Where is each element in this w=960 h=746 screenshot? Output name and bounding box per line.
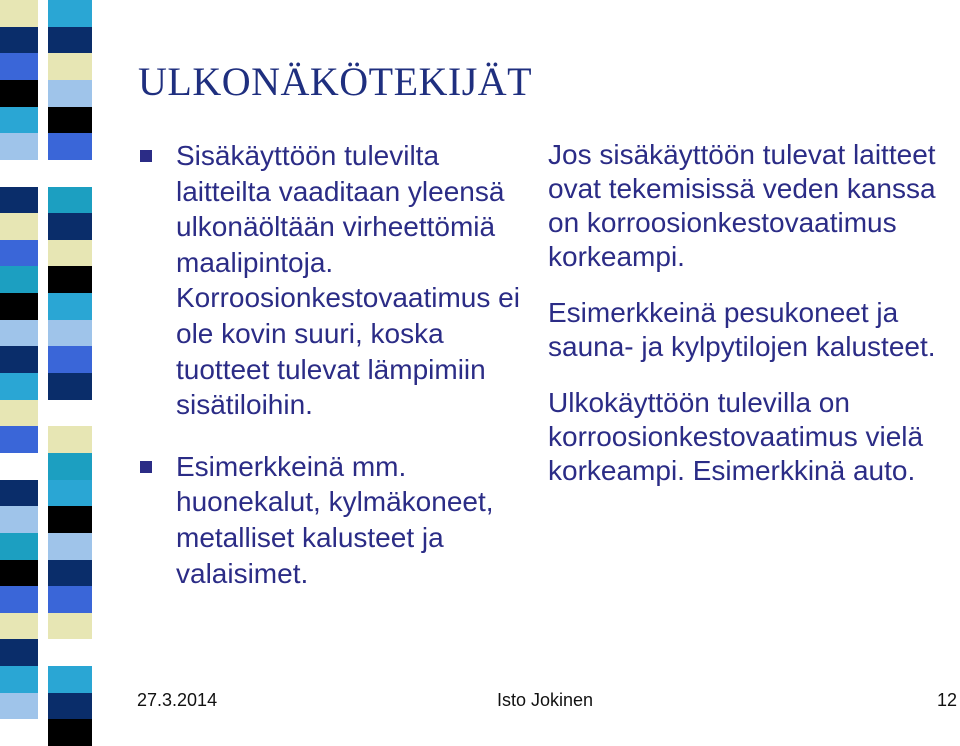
strip-tile [48,400,92,427]
strip-tile [48,293,92,320]
strip-column [38,0,48,746]
square-bullet-icon [140,150,152,162]
left-column [140,138,520,591]
strip-tile [92,560,104,587]
strip-tile [92,133,104,160]
strip-tile [38,533,48,560]
footer-date: 27.3.2014 [137,690,218,710]
strip-tile [0,400,38,427]
strip-tile [0,213,38,240]
strip-tile [48,266,92,293]
strip-tile [92,719,104,746]
strip-tile [0,187,38,214]
strip-tile [38,80,48,107]
strip-tile [92,453,104,480]
footer-author: Isto Jokinen [497,690,594,710]
strip-tile [92,346,104,373]
strip-tile [92,506,104,533]
strip-tile [48,213,92,240]
strip-tile [48,187,92,214]
strip-tile [0,53,38,80]
strip-tile [92,160,104,187]
strip-tile [92,27,104,54]
strip-tile [92,693,104,720]
bullet-item-1 [140,138,520,423]
paragraph-2: Esimerkkeinä pesukoneet ja sauna- ja kylpytilojen kalusteet. [548,297,936,362]
strip-tile [48,533,92,560]
strip-tile [92,293,104,320]
strip-tile [0,133,38,160]
strip-tile [92,480,104,507]
strip-tile [0,639,38,666]
strip-tile [92,400,104,427]
strip-tile [38,639,48,666]
strip-tile [48,560,92,587]
strip-tile [38,506,48,533]
strip-tile [38,0,48,27]
strip-tile [38,719,48,746]
strip-tile [48,373,92,400]
strip-tile [0,426,38,453]
strip-tile [48,613,92,640]
strip-tile [92,613,104,640]
strip-tile [48,320,92,347]
strip-tile [0,480,38,507]
strip-tile [92,266,104,293]
strip-tile [92,373,104,400]
strip-tile [38,213,48,240]
footer-page-number: 12 [937,690,958,710]
strip-column [92,0,104,746]
strip-tile [38,53,48,80]
strip-tile [92,426,104,453]
strip-tile [0,80,38,107]
strip-tile [0,293,38,320]
strip-tile [92,0,104,27]
strip-tile [0,0,38,27]
strip-tile [0,666,38,693]
strip-tile [92,586,104,613]
strip-tile [38,266,48,293]
strip-tile [0,107,38,134]
strip-tile [92,53,104,80]
strip-tile [48,107,92,134]
strip-tile [38,160,48,187]
strip-tile [48,133,92,160]
strip-tile [48,639,92,666]
strip-tile [48,160,92,187]
strip-tile [92,320,104,347]
paragraph-3: Ulkokäyttöön tulevilla on korroosionkestovaatimus vielä korkeampi. Esimerkkinä auto. [548,387,924,486]
strip-tile [0,27,38,54]
strip-tile [38,560,48,587]
strip-tile [38,27,48,54]
strip-tile [38,240,48,267]
paragraph-1: Jos sisäkäyttöön tulevat laitteet ovat tekemisissä veden kanssa on korroosionkestovaatimus korkeampi. [548,139,936,272]
strip-tile [38,453,48,480]
strip-tile [38,187,48,214]
strip-tile [38,426,48,453]
strip-tile [48,453,92,480]
strip-tile [92,533,104,560]
strip-tile [0,693,38,720]
strip-tile [0,586,38,613]
square-bullet-icon [140,461,152,473]
strip-tile [38,693,48,720]
right-column [548,138,948,488]
strip-tile [48,27,92,54]
strip-tile [0,506,38,533]
strip-tile [48,240,92,267]
strip-tile [0,613,38,640]
bullet-text-2: Esimerkkeinä mm. huonekalut, kylmäkoneet, metalliset kalusteet ja valaisimet. [176,450,494,589]
strip-tile [48,426,92,453]
strip-tile [38,480,48,507]
strip-tile [48,480,92,507]
strip-tile [38,400,48,427]
strip-tile [38,613,48,640]
strip-tile [0,533,38,560]
strip-tile [0,453,38,480]
strip-tile [48,53,92,80]
strip-tile [48,586,92,613]
strip-tile [92,107,104,134]
strip-tile [48,346,92,373]
strip-tile [38,373,48,400]
strip-tile [92,240,104,267]
strip-tile [0,719,38,746]
strip-tile [38,346,48,373]
strip-tile [48,666,92,693]
bullet-text-1: Sisäkäyttöön tulevilta laitteilta vaaditaan yleensä ulkonäöltään virheettömiä maalipintoja. Korroosionkestovaatimus ei ole kovin suuri, koska tuotteet tulevat lämpimiin sisätiloihin. [176,140,520,421]
strip-tile [0,560,38,587]
strip-tile [38,133,48,160]
strip-tile [92,213,104,240]
slide-title: ULKONÄKÖTEKIJÄT [138,59,533,104]
strip-tile [38,107,48,134]
decorative-side-strip [0,0,114,746]
strip-tile [38,293,48,320]
strip-tile [48,0,92,27]
strip-tile [38,320,48,347]
strip-tile [38,666,48,693]
strip-tile [0,320,38,347]
strip-tile [0,373,38,400]
strip-tile [92,187,104,214]
bullet-item-2 [140,449,520,591]
strip-column [48,0,92,746]
strip-tile [92,666,104,693]
strip-tile [48,80,92,107]
strip-tile [38,586,48,613]
strip-tile [0,266,38,293]
strip-tile [48,506,92,533]
strip-tile [92,80,104,107]
strip-tile [92,639,104,666]
strip-tile [0,346,38,373]
strip-tile [0,240,38,267]
strip-tile [0,160,38,187]
strip-column [0,0,38,746]
strip-tile [48,719,92,746]
strip-tile [48,693,92,720]
